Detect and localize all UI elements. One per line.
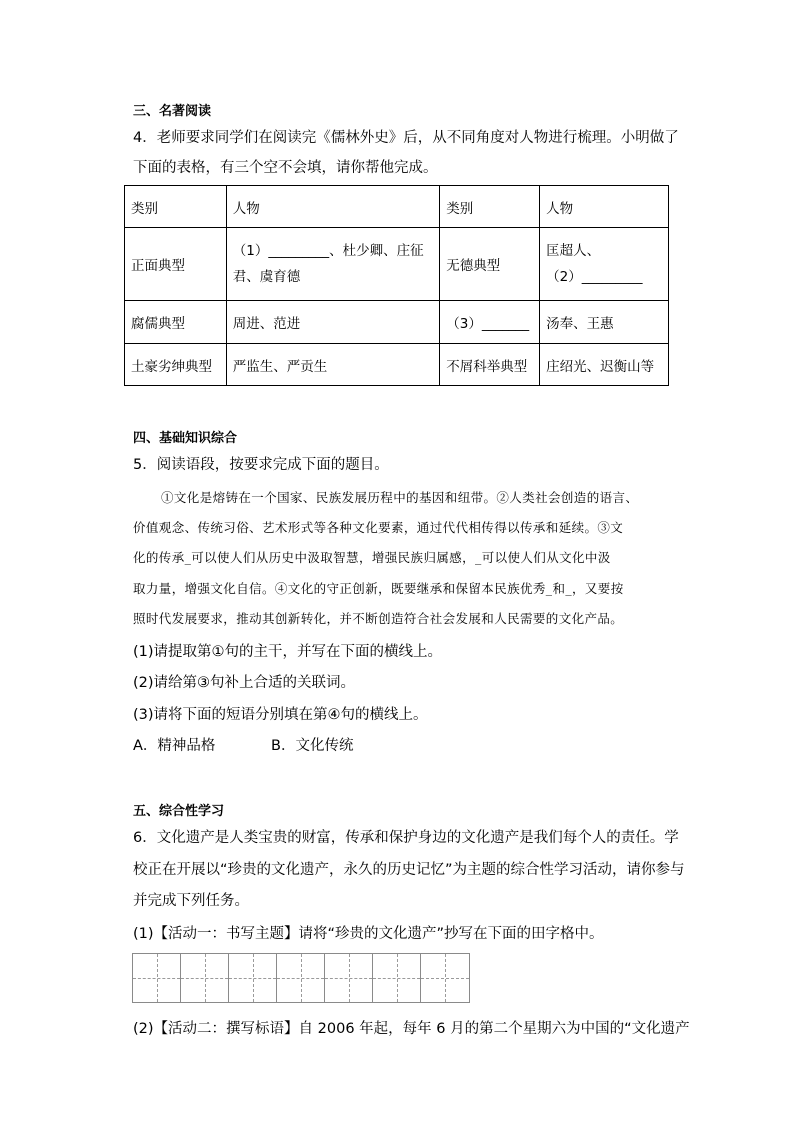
character-table: [124, 185, 669, 386]
table-header-cell: 人物: [226, 186, 440, 228]
table-cell: 汤奉、王惠: [540, 301, 669, 344]
question6-line: 6．文化遗产是人类宝贵的财富，传承和保护身边的文化遗产是我们每个人的责任。学: [133, 830, 679, 846]
table-cell: 严监生、严贡生: [226, 344, 440, 386]
tianzige-cell[interactable]: [277, 954, 325, 1002]
passage-line: 取力量，增强文化自信。④文化的守正创新，既要继承和保留本民族优秀_和_，又要按: [133, 581, 624, 596]
table-cell-fill-blank-2: [540, 228, 669, 301]
table-header-cell: 类别: [440, 186, 540, 228]
passage-line: 化的传承_可以使人们从历史中汲取智慧，增强民族归属感，_可以使人们从文化中汲: [133, 550, 611, 565]
table-cell-fill-blank-1: [226, 228, 440, 301]
tianzige-cell[interactable]: [325, 954, 373, 1002]
passage-line: 照时代发展要求，推动其创新转化，并不断创造符合社会发展和人民需要的文化产品。: [133, 611, 624, 626]
activity-2: (2)【活动二：撰写标语】自 2006 年起，每年 6 月的第二个星期六为中国的“文化遗产: [133, 1021, 690, 1037]
tianzige-grid[interactable]: [132, 953, 470, 1003]
subquestion-2: (2)请给第③句补上合适的关联词。: [133, 675, 356, 691]
table-cell: 不屑科举典型: [440, 344, 540, 386]
table-cell: 腐儒典型: [125, 301, 227, 344]
tianzige-cell[interactable]: [181, 954, 229, 1002]
cell-text: （2）_________: [546, 269, 643, 285]
activity-1: (1)【活动一：书写主题】请将“珍贵的文化遗产”抄写在下面的田字格中。: [133, 926, 604, 942]
question4-line1: 4．老师要求同学们在阅读完《儒林外史》后，从不同角度对人物进行梳理。小明做了: [133, 130, 679, 146]
cell-text: 君、虞育德: [232, 269, 301, 285]
table-header-cell: 人物: [540, 186, 669, 228]
tianzige-cell[interactable]: [133, 954, 181, 1002]
tianzige-cell[interactable]: [373, 954, 421, 1002]
section5-heading: 五、综合性学习: [133, 804, 225, 819]
question5-prompt: 5．阅读语段，按要求完成下面的题目。: [133, 457, 389, 473]
subquestion-1: (1)请提取第①句的主干，并写在下面的横线上。: [133, 644, 443, 660]
option-b: B．文化传统: [271, 738, 354, 754]
tianzige-cell[interactable]: [229, 954, 277, 1002]
passage-line: ①文化是熔铸在一个国家、民族发展历程中的基因和纽带。②人类社会创造的语言、: [161, 490, 639, 505]
passage-line: 价值观念、传统习俗、艺术形式等各种文化要素，通过代代相传得以传承和延续。③文: [133, 520, 624, 535]
table-cell: 无德典型: [440, 228, 540, 301]
question4-line2: 下面的表格，有三个空不会填，请你帮他完成。: [133, 160, 438, 176]
question6-line: 校正在开展以“珍贵的文化遗产，永久的历史记忆”为主题的综合性学习活动，请你参与: [133, 862, 685, 878]
table-row: [125, 344, 669, 386]
table-cell: 庄绍光、迟衡山等: [540, 344, 669, 386]
cell-text: （1）_________、杜少卿、庄征: [232, 243, 424, 259]
subquestion-3: (3)请将下面的短语分别填在第④句的横线上。: [133, 707, 428, 723]
table-header-cell: 类别: [125, 186, 227, 228]
question6-line: 并完成下列任务。: [133, 893, 249, 909]
tianzige-cell[interactable]: [421, 954, 469, 1002]
cell-text: 匡超人、: [546, 243, 601, 259]
table-cell: 土豪劣绅典型: [125, 344, 227, 386]
option-a: A．精神品格: [133, 738, 216, 754]
section3-heading: 三、名著阅读: [133, 104, 212, 119]
section4-heading: 四、基础知识综合: [133, 431, 238, 446]
table-row: [125, 301, 669, 344]
table-row: [125, 228, 669, 301]
table-header-row: [125, 186, 669, 228]
table-cell: 正面典型: [125, 228, 227, 301]
table-cell-fill-blank-3: （3）_______: [440, 301, 540, 344]
table-cell: 周进、范进: [226, 301, 440, 344]
